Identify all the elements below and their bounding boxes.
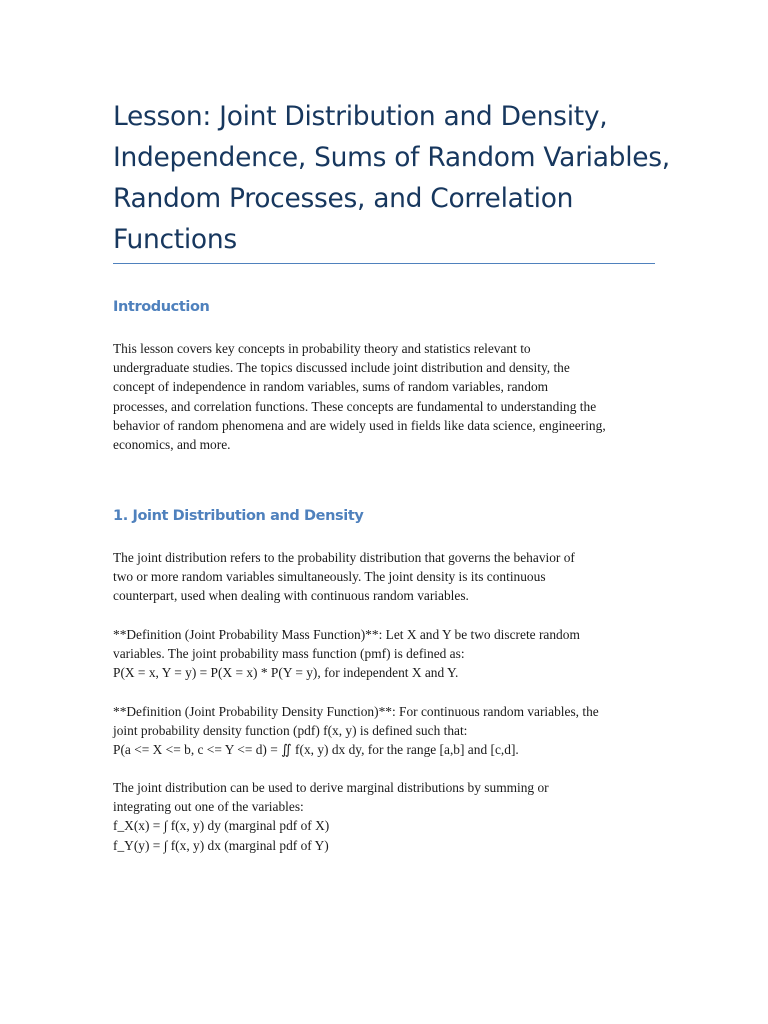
paragraph-joint-pdf-definition: **Definition (Joint Probability Density Function)**: For continuous random variables, the joint probability density function (pdf) f(x, y) is defined such that: P(a <= X <= b, c <= Y <= d) = ∬ f(x, y) dx dy, for the range [a,b] and [c,d]. bbox=[113, 704, 599, 758]
section-heading-introduction: Introduction bbox=[113, 299, 210, 315]
title-divider bbox=[113, 263, 655, 264]
section-heading-joint-distribution: 1. Joint Distribution and Density bbox=[113, 508, 364, 524]
paragraph-joint-distribution: The joint distribution refers to the probability distribution that governs the behavior of two or more random variables simultaneously. The joint density is its continuous counterpart, used when dealing with continuous random variables. bbox=[113, 550, 575, 604]
paragraph-marginal-distributions: The joint distribution can be used to derive marginal distributions by summing or integrating out one of the variables: f_X(x) = ∫ f(x, y) dy (marginal pdf of X) f_Y(y) = ∫ f(x, y) dx (marginal pdf of Y) bbox=[113, 780, 549, 853]
paragraph-introduction: This lesson covers key concepts in probability theory and statistics relevant to undergraduate studies. The topics discussed include joint distribution and density, the concept of independence in random variables, sums of random variables, random processes, and correlation functions. These concepts are fundamental to understanding the behavior of random phenomena and are widely used in fields like data science, engineering, economics, and more. bbox=[113, 341, 606, 453]
paragraph-joint-pmf-definition: **Definition (Joint Probability Mass Function)**: Let X and Y be two discrete random variables. The joint probability mass function (pmf) is defined as: P(X = x, Y = y) = P(X = x) * P(Y = y), for independent X and Y. bbox=[113, 627, 580, 681]
document-title: Lesson: Joint Distribution and Density, Independence, Sums of Random Variables, Random Processes, and Correlation Functions bbox=[113, 101, 670, 255]
